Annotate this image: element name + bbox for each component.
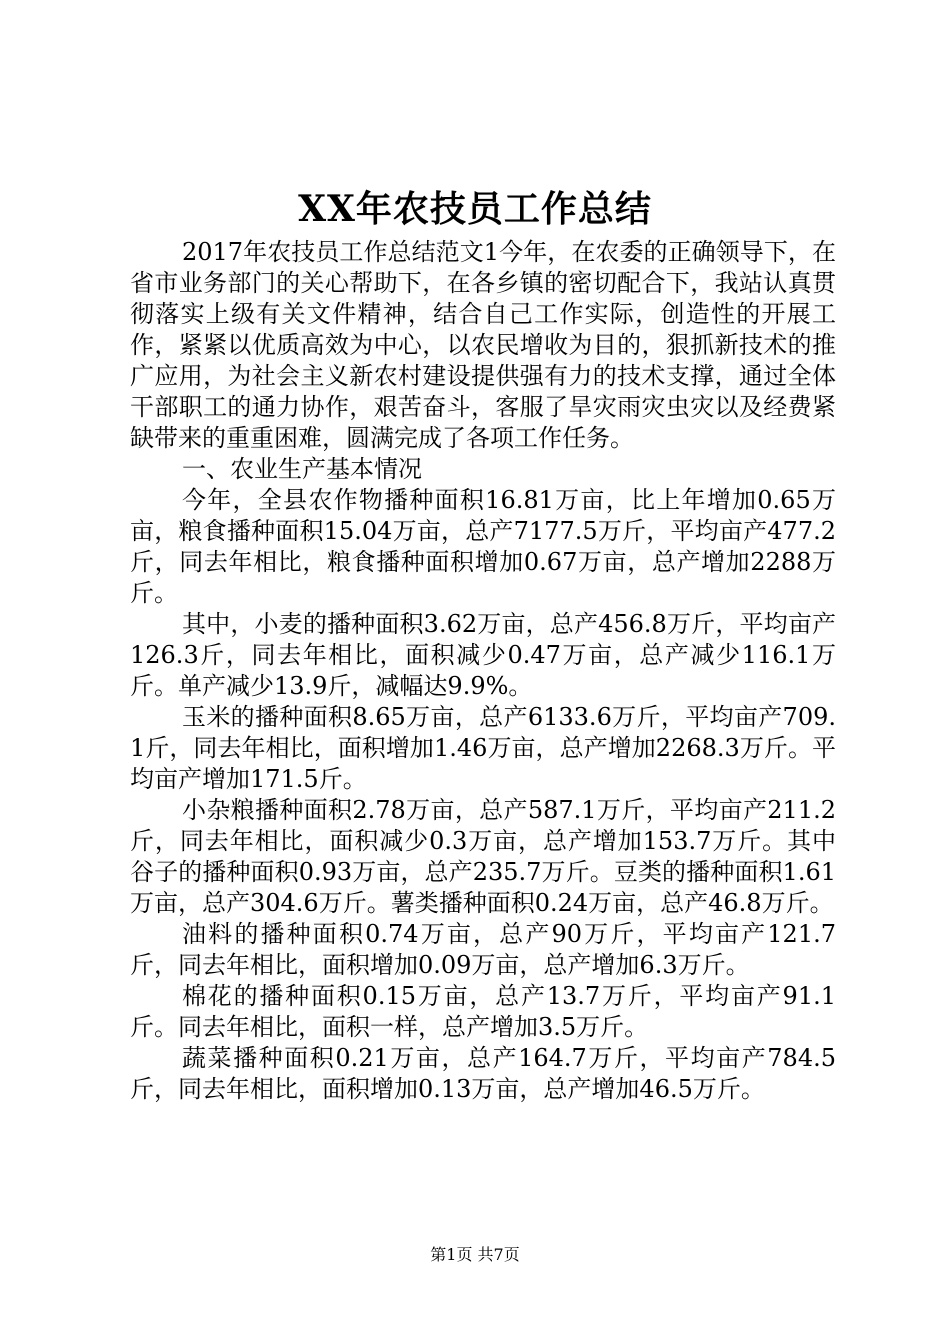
section-heading: 一、农业生产基本情况: [182, 455, 422, 483]
paragraph-vegetables: 蔬菜播种面积0.21万亩，总产164.7万斤，平均亩产784.5斤，同去年相比，面积增加0.13万亩，总产增加46.5万斤。: [130, 1044, 836, 1103]
paragraph-corn: 玉米的播种面积8.65万亩，总产6133.6万斤，平均亩产709.1斤，同去年相比，面积增加1.46万亩，总产增加2268.3万斤。平均亩产增加171.5斤。: [130, 703, 836, 793]
page-footer: 第1页 共7页: [430, 1245, 520, 1264]
paragraph-cotton: 棉花的播种面积0.15万亩，总产13.7万斤，平均亩产91.1斤。同去年相比，面积一样，总产增加3.5万斤。: [130, 982, 836, 1041]
paragraph-overview: 今年，全县农作物播种面积16.81万亩，比上年增加0.65万亩，粮食播种面积15.04万亩，总产7177.5万斤，平均亩产477.2斤，同去年相比，粮食播种面积增加0.67万亩，总产增加2288万斤。: [130, 486, 836, 607]
paragraph-wheat: 其中，小麦的播种面积3.62万亩，总产456.8万斤，平均亩产126.3斤，同去年相比，面积减少0.47万亩，总产减少116.1万斤。单产减少13.9斤，减幅达9.9%。: [130, 610, 836, 700]
document-body: [130, 237, 836, 1105]
paragraph-minor-grains: 小杂粮播种面积2.78万亩，总产587.1万斤，平均亩产211.2斤，同去年相比，面积减少0.3万亩，总产增加153.7万斤。其中谷子的播种面积0.93万亩，总产235.7万斤。豆类的播种面积1.61万亩，总产304.6万斤。薯类播种面积0.24万亩，总产46.8万斤。: [130, 796, 836, 917]
paragraph-oil-crops: 油料的播种面积0.74万亩，总产90万斤，平均亩产121.7斤，同去年相比，面积增加0.09万亩，总产增加6.3万斤。: [130, 920, 836, 979]
intro-paragraph: 2017年农技员工作总结范文1今年，在农委的正确领导下，在省市业务部门的关心帮助下，在各乡镇的密切配合下，我站认真贯彻落实上级有关文件精神，结合自己工作实际，创造性的开展工作，紧紧以优质高效为中心，以农民增收为目的，狠抓新技术的推广应用，为社会主义新农村建设提供强有力的技术支撑，通过全体干部职工的通力协作，艰苦奋斗，客服了旱灾雨灾虫灾以及经费紧缺带来的重重困难，圆满完成了各项工作任务。: [130, 238, 836, 452]
document-title: XX年农技员工作总结: [298, 188, 652, 230]
